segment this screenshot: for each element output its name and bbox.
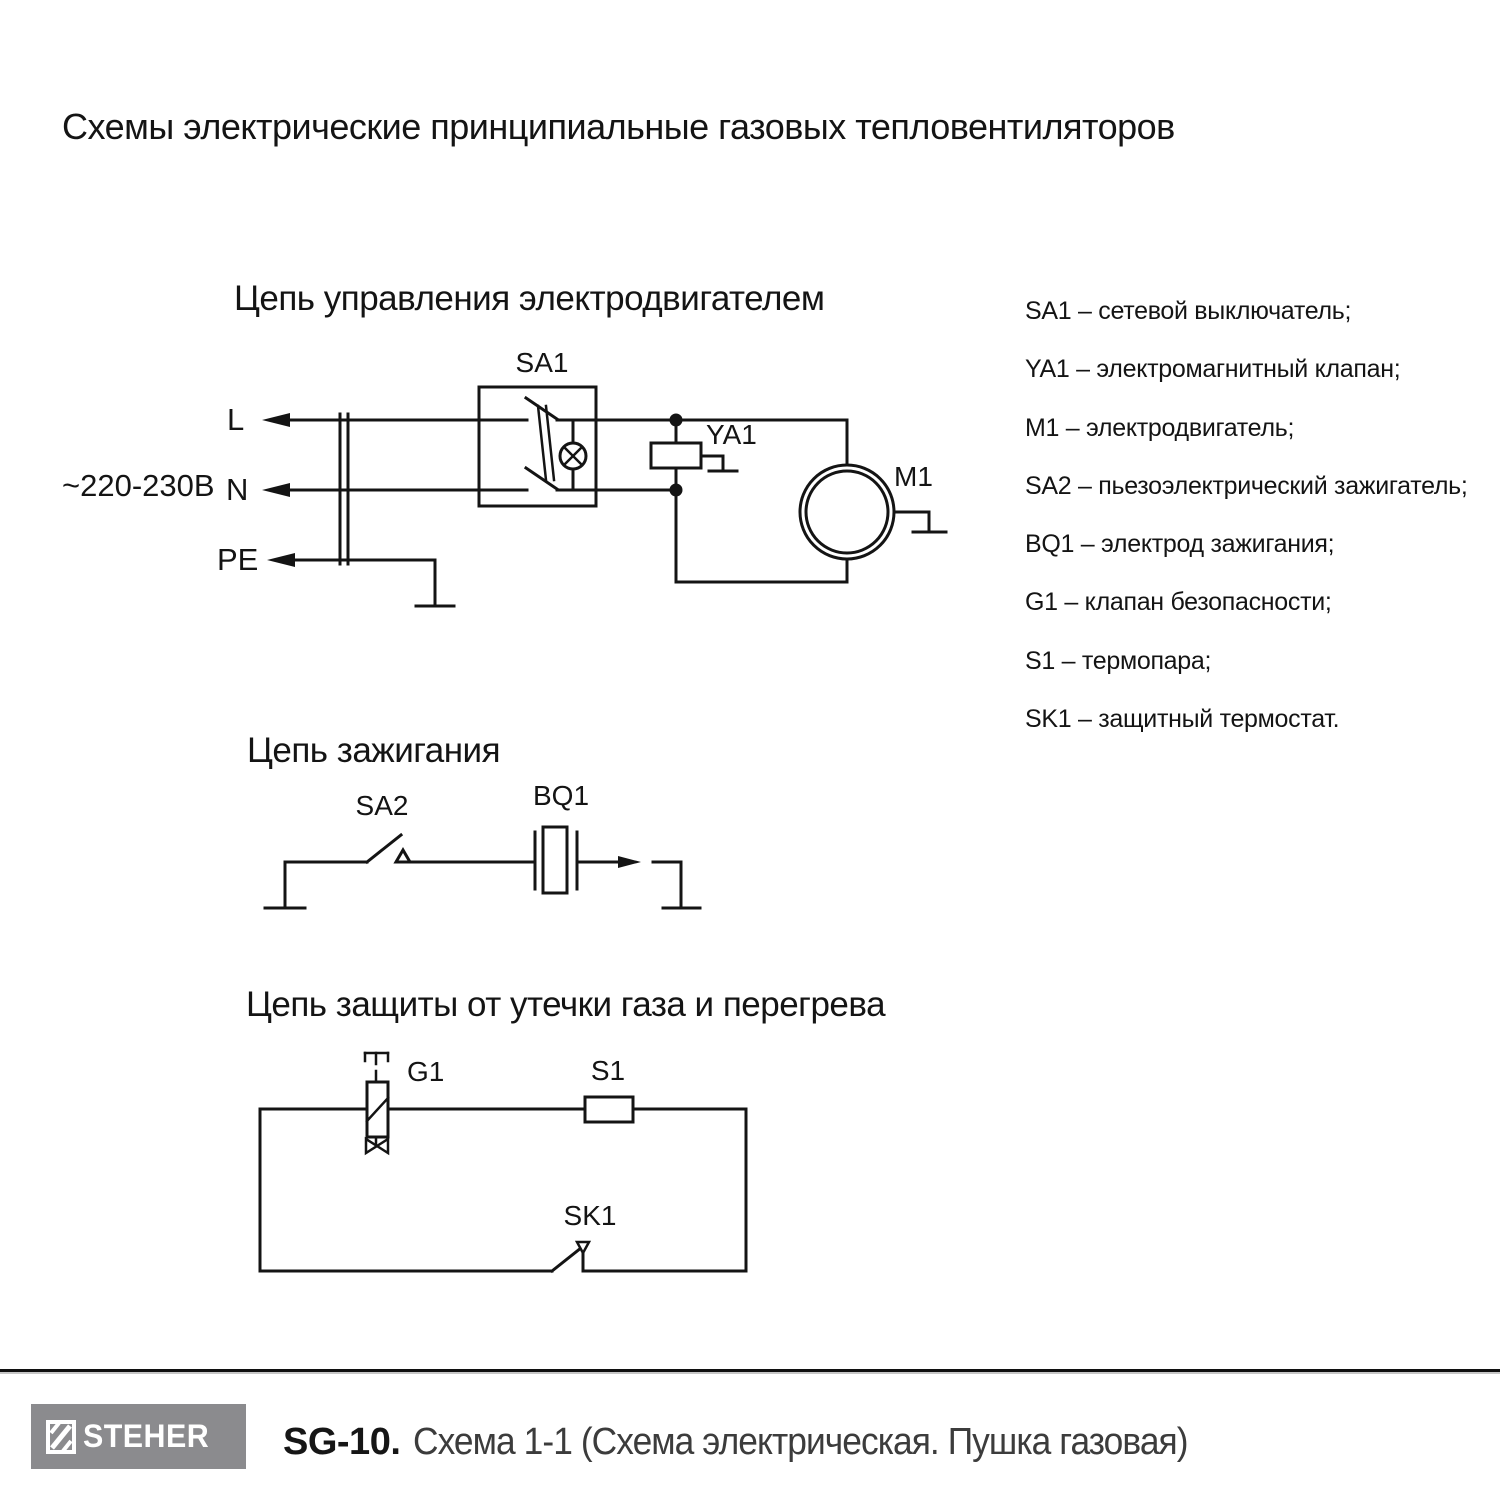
g1-manual-actuator-icon bbox=[365, 1053, 388, 1082]
terminal-pe-label: PE bbox=[217, 542, 259, 577]
ignition-circuit-title: Цепь зажигания bbox=[247, 731, 501, 770]
model-number: SG-10. bbox=[283, 1421, 401, 1463]
switch-blade-top bbox=[526, 398, 557, 419]
ya1-coil-symbol bbox=[651, 420, 701, 490]
motor-control-circuit bbox=[262, 387, 946, 606]
ya1-label: YA1 bbox=[706, 419, 757, 450]
brand-emblem-icon bbox=[46, 1420, 76, 1454]
g1-valve-symbol bbox=[365, 1053, 388, 1153]
legend-item-sa2: SA2 – пьезоэлектрический зажигатель; bbox=[1025, 471, 1468, 500]
bq1-piezo-symbol bbox=[535, 827, 577, 893]
terminal-n-label: N bbox=[226, 472, 249, 507]
circuit-loop bbox=[260, 1109, 746, 1271]
sk1-thermostat-contact bbox=[552, 1242, 589, 1271]
legend-item-g1: G1 – клапан безопасности; bbox=[1025, 588, 1332, 617]
sa2-switch-contact bbox=[367, 835, 401, 862]
ignition-circuit bbox=[265, 827, 700, 908]
pe-ground-icon bbox=[416, 560, 454, 606]
legend-item-ya1: YA1 – электромагнитный клапан; bbox=[1025, 355, 1401, 384]
ya1-ground-icon bbox=[701, 456, 737, 471]
supply-voltage-label: ~220-230В bbox=[62, 468, 215, 503]
indicator-lamp-icon bbox=[560, 420, 586, 490]
footer-divider-shadow bbox=[0, 1372, 1500, 1374]
sa1-label: SA1 bbox=[515, 347, 569, 378]
sa2-actuator-triangle bbox=[396, 850, 410, 862]
sk1-label: SK1 bbox=[563, 1200, 617, 1231]
supply-lines bbox=[285, 420, 527, 560]
m1-label: M1 bbox=[894, 461, 933, 492]
g1-valve-bowtie-icon bbox=[366, 1137, 388, 1153]
brand-logo bbox=[31, 1404, 246, 1469]
spark-arrow-icon bbox=[618, 856, 641, 868]
terminal-l-label: L bbox=[227, 402, 245, 437]
brand-name: STEHER bbox=[83, 1418, 210, 1454]
scheme-caption: Схема 1-1 (Схема электрическая. Пушка газовая) bbox=[413, 1421, 1188, 1463]
ignition-ground-left-icon bbox=[265, 862, 305, 908]
footer-caption-line bbox=[283, 1421, 1246, 1464]
protection-circuit bbox=[260, 1053, 746, 1271]
page-title: Схемы электрические принципиальные газовых тепловентиляторов bbox=[62, 106, 1175, 147]
s1-thermocouple-symbol bbox=[585, 1097, 633, 1122]
g1-label: G1 bbox=[407, 1056, 445, 1087]
protection-circuit-title: Цепь защиты от утечки газа и перегрева bbox=[246, 985, 886, 1024]
legend-item-sk1: SK1 – защитный термостат. bbox=[1025, 705, 1340, 734]
legend-item-s1: S1 – термопара; bbox=[1025, 646, 1212, 675]
sa2-label: SA2 bbox=[355, 790, 409, 821]
m1-ground-icon bbox=[894, 512, 946, 532]
m1-motor-symbol bbox=[800, 420, 894, 559]
legend-item-m1: M1 – электродвигатель; bbox=[1025, 413, 1295, 442]
motor-circuit-title: Цепь управления электродвигателем bbox=[234, 279, 825, 318]
ignition-ground-right-icon bbox=[653, 862, 700, 908]
bq1-label: BQ1 bbox=[532, 780, 590, 811]
s1-label: S1 bbox=[590, 1055, 626, 1086]
legend-item-bq1: BQ1 – электрод зажигания; bbox=[1025, 530, 1335, 559]
legend-item-sa1: SA1 – сетевой выключатель; bbox=[1025, 297, 1352, 325]
